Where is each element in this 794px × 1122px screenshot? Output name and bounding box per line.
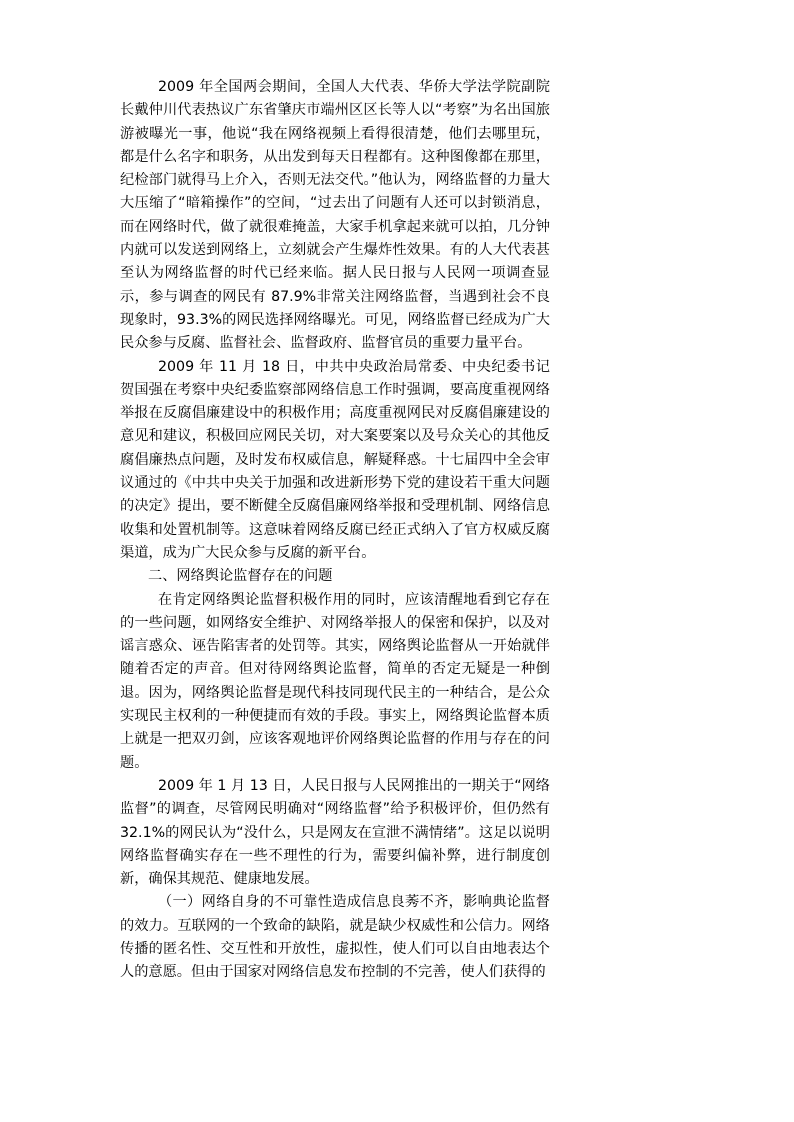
paragraph-problems: 在肯定网络舆论监督积极作用的同时，应该清醒地看到它存在的一些问题，如网络安全维护、对网络举报人的保密和保护，以及对谣言惑众、诬告陷害者的处罚等。其实，网络舆论监督从一开始就伴随着否定的声音。但对待网络舆论监督，简单的否定无疑是一种倒退。因为，网络舆论监督是现代科技同现代民主的一种结合，是公众实现民主权利的一种便捷而有效的手段。事实上，网络舆论监督本质上就是一把双刃剑，应该客观地评价网络舆论监督的作用与存在的问题。 (120, 591, 550, 771)
paragraph-he-guoqiang: 2009 年 11 月 18 日，中共中央政治局常委、中央纪委书记贺国强在考察中央纪委监察部网络信息工作时强调，要高度重视网络举报在反腐倡廉建设中的积极作用；高度重视网民对反腐倡廉建设的意见和建议，积极回应网民关切，对大案要案以及号众关心的其他反腐倡廉热点问题，及时发布权威信息，解疑释惑。十七届四中全会审议通过的《中共中央关于加强和改进新形势下党的建设若干重大问题的决定》提出，要不断健全反腐倡廉网络举报和受理机制、网络信息收集和处置机制等。这意味着网络反腐已经正式纳入了官方权威反腐渠道，成为广大民众参与反腐的新平台。 (120, 358, 550, 561)
paragraph-two-sessions: 2009 年全国两会期间，全国人大代表、华侨大学法学院副院长戴仲川代表热议广东省肇庆市端州区区长等人以“考察”为名出国旅游被曝光一事，他说“我在网络视频上看得很清楚，他们去哪里玩，都是什么名字和职务，从出发到每天日程都有。这种图像都在那里，纪检部门就得马上介入，否则无法交代。”他认为，网络监督的力量大大压缩了“暗箱操作”的空间，“过去出了问题有人还可以封锁消息，而在网络时代，做了就很难掩盖，大家手机拿起来就可以拍，几分钟内就可以发送到网络上，立刻就会产生爆炸性效果。有的人大代表甚至认为网络监督的时代已经来临。据人民日报与人民网一项调查显示，参与调查的网民有 87.9%非常关注网络监督，当遇到社会不良现象时，93.3%的网民选择网络曝光。可见，网络监督已经成为广大民众参与反腐、监督社会、监督政府、监督官员的重要力量平台。 (120, 79, 550, 352)
paragraph-survey: 2009 年 1 月 13 日，人民日报与人民网推出的一期关于“网络监督”的调查，尽管网民明确对“网络监督”给予积极评价，但仍然有 32.1%的网民认为“没什么，只是网友在宣泄不满情绪”。这足以说明网络监督确实存在一些不理性的行为，需要纠偏补弊，进行制度创新，确保其规范、健康地发展。 (120, 777, 550, 888)
document-page (120, 76, 550, 985)
section-heading: 二、网络舆论监督存在的问题 (148, 568, 333, 585)
subsection-one: （一）网络自身的不可靠性造成信息良莠不齐，影响典论监督的效力。互联网的一个致命的缺陷，就是缺少权威性和公信力。网络传播的匿名性、交互性和开放性，虚拟性，使人们可以自由地表达个人的意愿。但由于国家对网络信息发布控制的不完善，使人们获得的 (120, 894, 550, 981)
